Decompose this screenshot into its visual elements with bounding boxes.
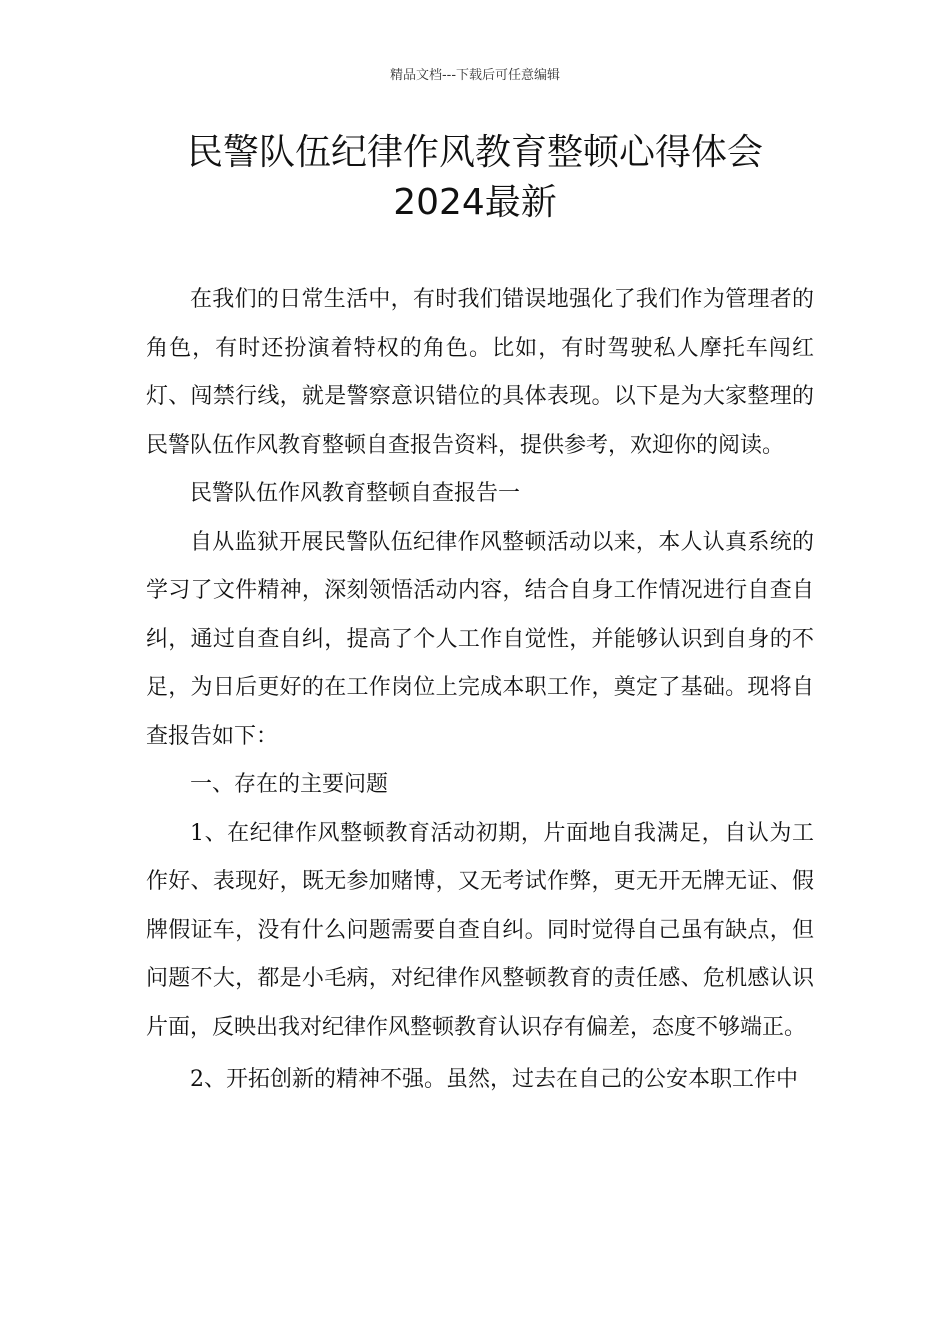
- subsection-heading: 一、存在的主要问题: [190, 772, 389, 797]
- paragraph: 1、在纪律作风整顿教育活动初期，片面地自我满足，自认为工作好、表现好，既无参加赌博，又无考试作弊，更无开无牌无证、假牌假证车，没有什么问题需要自查自纠。同时觉得自己虽有缺点，但问题不大，都是小毛病，对纪律作风整顿教育的责任感、危机感认识片面，反映出我对纪律作风整顿教育认识存有偏差，态度不够端正。: [146, 820, 814, 1040]
- title-line-1: 民警队伍纪律作风教育整顿心得体会: [186, 132, 763, 173]
- document-body: [146, 276, 814, 1105]
- paragraph: 自从监狱开展民警队伍纪律作风整顿活动以来，本人认真系统的学习了文件精神，深刻领悟活动内容，结合自身工作情况进行自查自纠，通过自查自纠，提高了个人工作自觉性，并能够认识到自身的不足，为日后更好的在工作岗位上完成本职工作，奠定了基础。现将自查报告如下：: [146, 529, 814, 749]
- paragraph: 2、开拓创新的精神不强。虽然，过去在自己的公安本职工作中: [190, 1067, 798, 1092]
- section-heading: 民警队伍作风教育整顿自查报告一: [190, 481, 521, 506]
- document-title: [100, 128, 850, 228]
- header-note: 精品文档---下载后可任意编辑: [389, 68, 561, 83]
- title-line-2: 2024最新: [393, 182, 557, 223]
- paragraph-intro: 在我们的日常生活中，有时我们错误地强化了我们作为管理者的角色，有时还扮演着特权的角色。比如，有时驾驶私人摩托车闯红灯、闯禁行线，就是警察意识错位的具体表现。以下是为大家整理的民警队伍作风教育整顿自查报告资料，提供参考，欢迎你的阅读。: [146, 287, 814, 458]
